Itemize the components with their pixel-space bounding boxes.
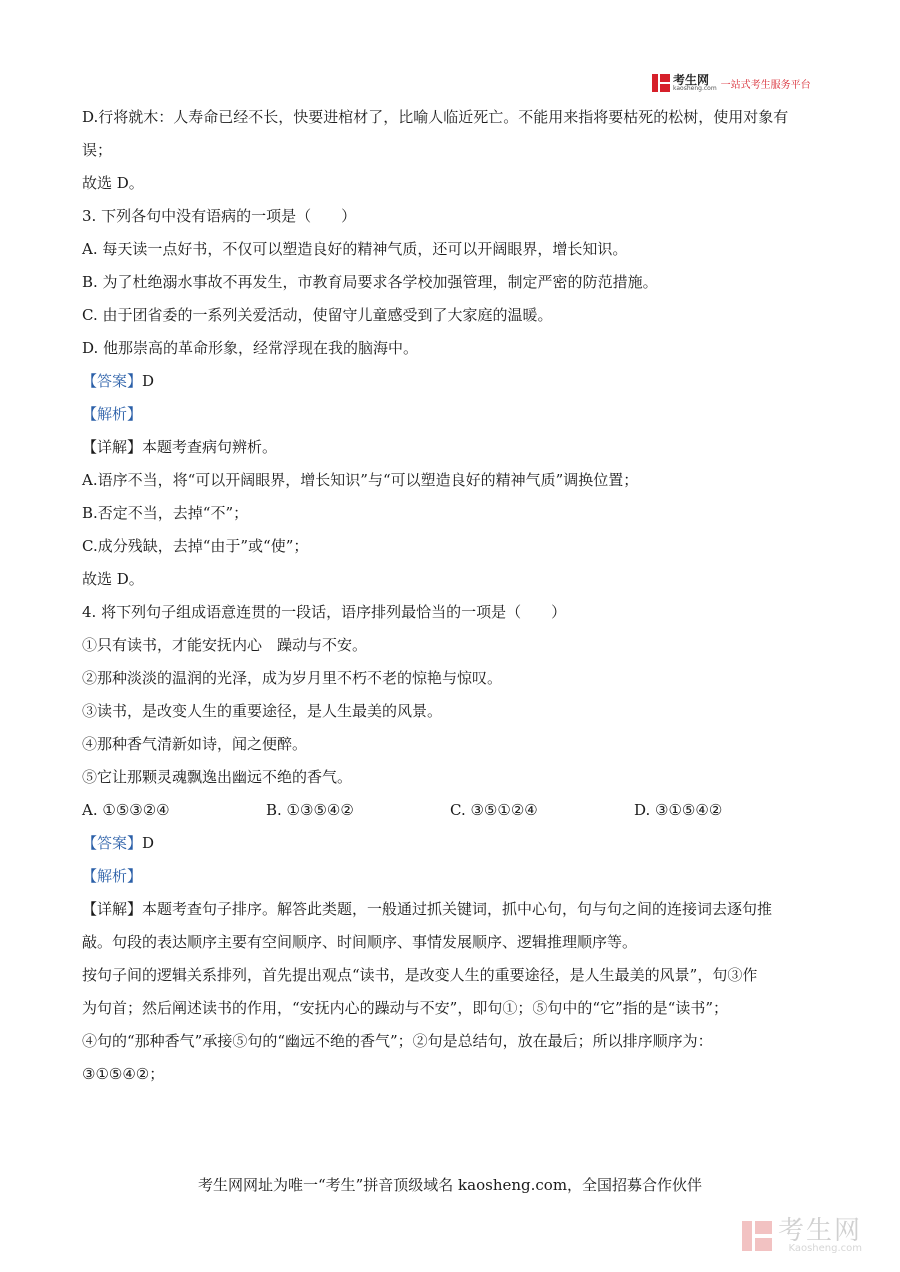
q4-option-b: B. ①③⑤④② [266, 801, 354, 819]
analysis-tag: 【解析】 [82, 405, 143, 423]
q4-sentence: ⑤它让那颗灵魂飘逸出幽远不绝的香气。 [82, 768, 353, 786]
text-line: 误； [82, 141, 113, 159]
answer-tag: 【答案】 [82, 834, 143, 852]
question-4-stem: 4. 将下列句子组成语意连贯的一段话，语序排列最恰当的一项是（ ） [82, 603, 567, 621]
header-logo [652, 72, 811, 94]
q4-sentence: ③读书，是改变人生的重要途径，是人生最美的风景。 [82, 702, 443, 720]
q4-analysis [82, 860, 822, 893]
page-footer: 考生网网址为唯一“考生”拼音顶级域名 kaosheng.com，全国招募合作伙伴 [197, 1176, 703, 1194]
q3-detail-line: 故选 D。 [82, 570, 144, 588]
q4-sentence: ②那种淡淡的温润的光泽，成为岁月里不朽不老的惊艳与惊叹。 [82, 669, 503, 687]
watermark-cn: 考生网 [778, 1216, 863, 1246]
analysis-tag: 【解析】 [82, 867, 143, 885]
q4-detail-line: 【详解】本题考查句子排序。解答此类题，一般通过抓关键词，抓中心句，句与句之间的连接词去逐句推 [82, 900, 773, 918]
document-body [82, 101, 822, 1091]
q3-option-b: B. 为了杜绝溺水事故不再发生，市教育局要求各学校加强管理，制定严密的防范措施。 [82, 273, 658, 291]
q3-option-c: C. 由于团省委的一系列关爱活动，使留守儿童感受到了大家庭的温暖。 [82, 306, 553, 324]
q3-detail-line: B.否定不当，去掉“不”； [82, 504, 249, 522]
watermark-text [778, 1218, 862, 1254]
kaosheng-watermark-icon [742, 1221, 772, 1251]
text-line: D.行将就木：人寿命已经不长，快要进棺材了，比喻人临近死亡。不能用来指将要枯死的松树，使用对象有 [82, 108, 789, 126]
text-line: 故选 D。 [82, 174, 144, 192]
answer-value: D [142, 834, 155, 852]
logo-slogan: 一站式考生服务平台 [720, 79, 811, 91]
answer-tag: 【答案】 [82, 372, 143, 390]
logo-en: kaosheng.com [673, 85, 717, 92]
watermark-en: Kaosheng.com [788, 1243, 863, 1254]
q4-detail-line: ③①⑤④②； [82, 1065, 165, 1083]
q3-option-a: A. 每天读一点好书，不仅可以塑造良好的精神气质，还可以开阔眼界，增长知识。 [82, 240, 628, 258]
kaosheng-logo-icon [652, 74, 670, 92]
q4-options [82, 794, 822, 827]
q4-answer [82, 827, 822, 860]
q4-option-c: C. ③⑤①②④ [450, 801, 538, 819]
q4-detail-line: ④句的“那种香气”承接⑤句的“幽远不绝的香气”；②句是总结句，放在最后；所以排序顺序为： [82, 1032, 713, 1050]
q4-detail-line: 按句子间的逻辑关系排列，首先提出观点“读书，是改变人生的重要途径，是人生最美的风景”，句③作 [82, 966, 758, 984]
q4-detail-line: 敲。句段的表达顺序主要有空间顺序、时间顺序、事情发展顺序、逻辑推理顺序等。 [82, 933, 638, 951]
logo-cn: 考生网 [673, 73, 710, 87]
q4-sentence: ①只有读书，才能安抚内心 躁动与不安。 [82, 636, 368, 654]
q4-sentence: ④那种香气清新如诗，闻之便醉。 [82, 735, 308, 753]
q3-answer [82, 365, 822, 398]
q3-detail-line: 【详解】本题考查病句辨析。 [82, 438, 278, 456]
q4-option-a: A. ①⑤③②④ [82, 801, 170, 819]
answer-value: D [142, 372, 155, 390]
q4-option-d: D. ③①⑤④② [634, 801, 723, 819]
q3-detail-line: A.语序不当，将“可以开阔眼界，增长知识”与“可以塑造良好的精神气质”调换位置； [82, 471, 639, 489]
q3-option-d: D. 他那崇高的革命形象，经常浮现在我的脑海中。 [82, 339, 419, 357]
q4-detail-line: 为句首；然后阐述读书的作用，“安抚内心的躁动与不安”，即句①；⑤句中的“它”指的是“读书”； [82, 999, 729, 1017]
logo-text [673, 74, 717, 92]
watermark-logo [742, 1218, 862, 1254]
q3-detail-line: C.成分残缺，去掉“由于”或“使”； [82, 537, 309, 555]
question-3-stem: 3. 下列各句中没有语病的一项是（ ） [82, 207, 357, 225]
q3-analysis [82, 398, 822, 431]
